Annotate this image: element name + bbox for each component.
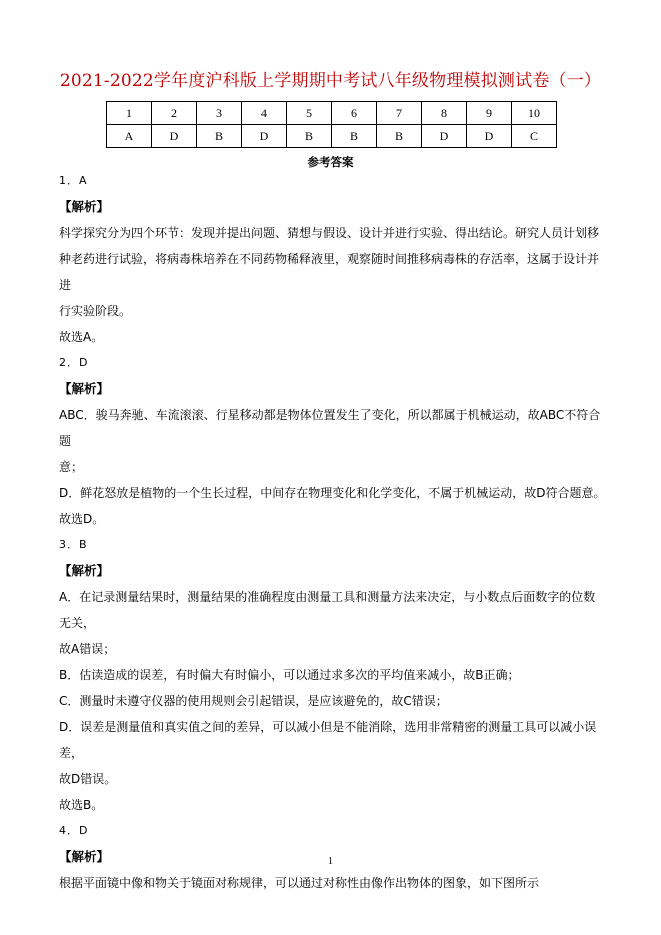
explanation-text: 行实验阶段。: [59, 304, 132, 318]
question-answer-line: 3．B: [59, 538, 88, 551]
explanation-text: C．测量时未遵守仪器的使用规则会引起错误，是应该避免的，故C错误；: [59, 694, 448, 708]
explanation-text: 根据平面镜中像和物关于镜面对称规律，可以通过对称性由像作出物体的图象，如下图所示: [59, 876, 540, 890]
explanation-text: ABC．骏马奔驰、车流滚滚、行星移动都是物体位置发生了变化，所以都属于机械运动，故ABC不符合题: [59, 408, 601, 448]
explanation-heading: 【解析】: [59, 199, 110, 214]
answer-cell: D: [152, 125, 197, 148]
answer-cell: B: [332, 125, 377, 148]
explanation-text: D．鲜花怒放是植物的一个生长过程，中间存在物理变化和化学变化，不属于机械运动，故D符合题意。: [59, 486, 606, 500]
answer-cell: A: [107, 125, 152, 148]
explanation-text: 故D错误。: [59, 772, 117, 786]
answer-table-number-row: [107, 102, 557, 125]
explanation-text: A．在记录测量结果时，测量结果的准确程度由测量工具和测量方法来决定，与小数点后面数字的位数无关，: [59, 590, 596, 630]
answer-cell: B: [197, 125, 242, 148]
explanation-heading: 【解析】: [59, 563, 110, 578]
answer-cell: B: [377, 125, 422, 148]
question-number-cell: 9: [467, 102, 512, 125]
question-answer-line: 2．D: [59, 356, 89, 369]
question-number-cell: 2: [152, 102, 197, 125]
answer-cell: D: [467, 125, 512, 148]
answer-explanations: [59, 168, 607, 896]
question-number-cell: 10: [512, 102, 557, 125]
question-number-cell: 7: [377, 102, 422, 125]
explanation-heading: 【解析】: [59, 849, 110, 864]
page-title: 2021-2022学年度沪科版上学期期中考试八年级物理模拟测试卷（一）: [59, 71, 602, 91]
explanation-text: 科学探究分为四个环节：发现并提出问题、猜想与假设、设计并进行实验、得出结论。研究人员计划移: [59, 226, 600, 240]
reference-answer-heading: 参考答案: [307, 155, 354, 169]
explanation-text: B．估读造成的误差，有时偏大有时偏小，可以通过求多次的平均值来减小，故B正确；: [59, 668, 520, 682]
answer-table-answer-row: [107, 125, 557, 148]
explanation-text: 故选A。: [59, 330, 104, 344]
explanation-text: 故选B。: [59, 798, 104, 812]
page-number: 1: [328, 856, 333, 867]
question-number-cell: 4: [242, 102, 287, 125]
answer-cell: D: [422, 125, 467, 148]
question-number-cell: 1: [107, 102, 152, 125]
question-number-cell: 6: [332, 102, 377, 125]
explanation-text: D．误差是测量值和真实值之间的差异，可以减小但是不能消除，选用非常精密的测量工具可以减小误差，: [59, 720, 597, 760]
answer-table: [106, 101, 557, 148]
explanation-text: 种老药进行试验，将病毒株培养在不同药物稀释液里，观察随时间推移病毒株的存活率，这属于设计并进: [59, 252, 600, 292]
question-number-cell: 3: [197, 102, 242, 125]
explanation-heading: 【解析】: [59, 381, 110, 396]
answer-cell: B: [287, 125, 332, 148]
question-number-cell: 5: [287, 102, 332, 125]
explanation-text: 意；: [59, 460, 84, 474]
answer-cell: D: [242, 125, 287, 148]
question-answer-line: 1．A: [59, 174, 88, 187]
explanation-text: 故A错误；: [59, 642, 116, 656]
question-number-cell: 8: [422, 102, 467, 125]
question-answer-line: 4．D: [59, 824, 89, 837]
explanation-text: 故选D。: [59, 512, 105, 526]
answer-cell: C: [512, 125, 557, 148]
